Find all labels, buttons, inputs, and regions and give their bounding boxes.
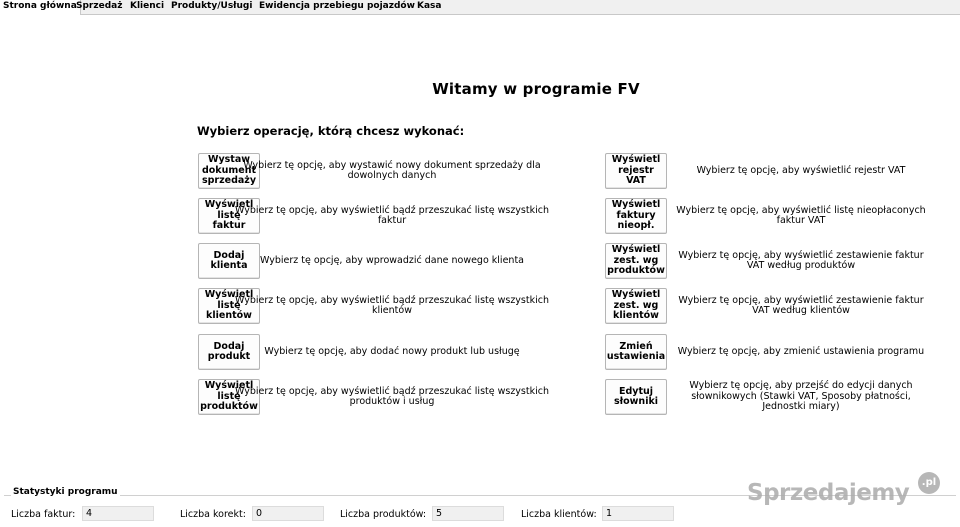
client-count-field[interactable]: 1 [602, 506, 674, 521]
correction-count-label: Liczba korekt: [180, 509, 246, 520]
add-product-button[interactable]: Dodaj produkt [198, 334, 260, 370]
show-client-list-description: Wybierz tę opcję, aby wyświetlić bądź przeszukać listę wszystkich klientów [234, 294, 549, 316]
tab-strona-glowna[interactable]: Strona główna [0, 0, 81, 15]
tab-klienci[interactable]: Klienci [130, 1, 165, 11]
summary-by-clients-description: Wybierz tę opcję, aby wyświetlić zestawienie faktur VAT według klientów [678, 294, 924, 316]
correction-count-field[interactable]: 0 [252, 506, 324, 521]
operation-prompt: Wybierz operację, którą chcesz wykonać: [197, 124, 465, 138]
edit-dictionaries-button[interactable]: Edytuj słowniki [605, 379, 667, 415]
show-unpaid-invoices-description: Wybierz tę opcję, aby wyświetlić listę nieopłaconych faktur VAT [676, 204, 926, 226]
invoice-count-field[interactable]: 4 [82, 506, 154, 521]
change-settings-description: Wybierz tę opcję, aby zmienić ustawienia programu [677, 345, 925, 357]
add-client-button[interactable]: Dodaj klienta [198, 243, 260, 279]
show-product-list-description: Wybierz tę opcję, aby wyświetlić bądź przeszukać listę wszystkich produktów i usług [234, 385, 549, 407]
change-settings-button[interactable]: Zmień ustawienia [605, 334, 667, 370]
summary-by-clients-button[interactable]: Wyświetl zest. wg klientów [605, 288, 667, 324]
product-count-label: Liczba produktów: [340, 509, 427, 520]
tab-ewidencja-przebiegu[interactable]: Ewidencja przebiegu pojazdów [259, 1, 415, 11]
show-invoice-list-description: Wybierz tę opcję, aby wyświetlić bądź przeszukać listę wszystkich faktur [234, 204, 549, 226]
invoice-count-label: Liczba faktur: [11, 509, 76, 520]
watermark-badge: .pl [918, 472, 940, 494]
edit-dictionaries-description: Wybierz tę opcję, aby przejść do edycji danych słownikowych (Stawki VAT, Sposoby płatności, Jednostki miary) [689, 380, 913, 413]
issue-sales-document-button[interactable]: Wystaw dokument sprzedaży [198, 153, 260, 189]
product-count-field[interactable]: 5 [432, 506, 504, 521]
summary-by-products-button[interactable]: Wyświetl zest. wg produktów [605, 243, 667, 279]
add-product-description: Wybierz tę opcję, aby dodać nowy produkt lub usługę [264, 345, 520, 357]
page-title: Witamy w programie FV [432, 80, 640, 98]
tab-kasa[interactable]: Kasa [417, 1, 442, 11]
show-vat-register-button[interactable]: Wyświetl rejestr VAT [605, 153, 667, 189]
show-unpaid-invoices-button[interactable]: Wyświetl faktury nieopł. [605, 198, 667, 234]
show-vat-register-description: Wybierz tę opcję, aby wyświetlić rejestr VAT [696, 164, 906, 176]
add-client-description: Wybierz tę opcję, aby wprowadzić dane nowego klienta [260, 254, 524, 266]
show-client-list-button[interactable]: Wyświetl listę klientów [198, 288, 260, 324]
show-product-list-button[interactable]: Wyświetl listę produktów [198, 379, 260, 415]
tab-produkty-uslugi[interactable]: Produkty/Usługi [171, 1, 253, 11]
show-invoice-list-button[interactable]: Wyświetl listę faktur [198, 198, 260, 234]
issue-sales-document-description: Wybierz tę opcję, aby wystawić nowy dokument sprzedaży dla dowolnych danych [243, 159, 541, 181]
summary-by-products-description: Wybierz tę opcję, aby wyświetlić zestawienie faktur VAT według produktów [678, 249, 924, 271]
watermark-logo: Sprzedajemy [747, 480, 910, 506]
stats-title: Statystyki programu [13, 487, 118, 497]
tab-bar [0, 0, 960, 15]
client-count-label: Liczba klientów: [521, 509, 597, 520]
tab-sprzedaz[interactable]: Sprzedaż [76, 1, 123, 11]
